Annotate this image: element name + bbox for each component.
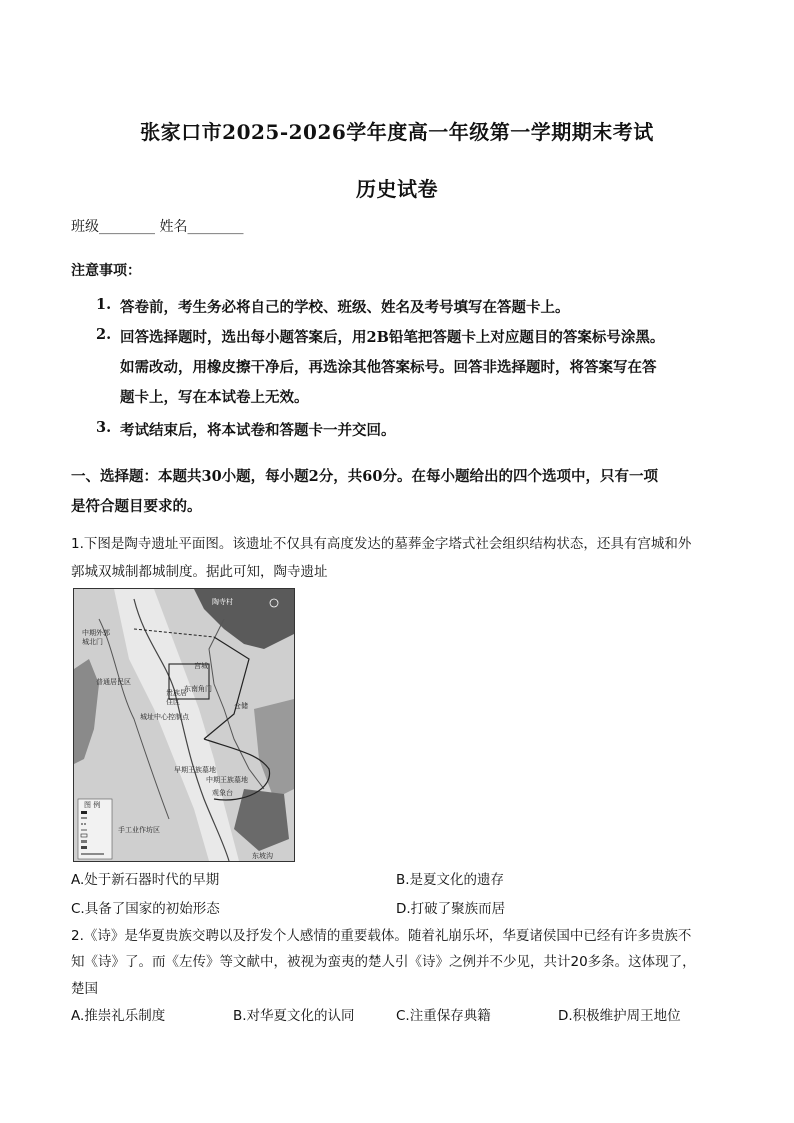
- exam-subtitle: 历史试卷: [356, 177, 438, 201]
- notice-item-3-num: 3.: [96, 419, 112, 436]
- section-heading-line1: 一、选择题：本题共30小题，每小题2分，共60分。在每小题给出的四个选项中，只有一项: [71, 468, 658, 485]
- label-north-gate: 中期外郭城北门: [82, 629, 110, 646]
- exam-title: 张家口市2025-2026学年度高一年级第一学期期末考试: [140, 120, 654, 144]
- q2-option-d: D.积极维护周王地位: [558, 1008, 681, 1024]
- label-mid-tomb: 中期王族墓地: [206, 776, 248, 784]
- q2-option-c: C.注重保存典籍: [396, 1008, 491, 1024]
- q1-option-b: B.是夏文化的遗存: [396, 872, 505, 888]
- label-commoner: 普通居民区: [96, 678, 131, 686]
- label-early-tomb: 早期王族墓地: [174, 766, 216, 774]
- notice-item-2-line3: 题卡上，写在本试卷上无效。: [120, 389, 309, 406]
- q1-option-c: C.具备了国家的初始形态: [71, 901, 220, 917]
- q2-option-a: A.推崇礼乐制度: [71, 1008, 166, 1024]
- q1-stem-line1: 1.下图是陶寺遗址平面图。该遗址不仅具有高度发达的墓葬金字塔式社会组织结构状态，还具有宫城和外: [71, 536, 692, 552]
- q1-stem-line2: 郭城双城制都城制度。据此可知，陶寺遗址: [71, 564, 328, 580]
- notice-heading: 注意事项：: [71, 263, 141, 279]
- label-palace: 宫城: [194, 662, 208, 670]
- label-control: 城址中心控制点: [140, 713, 189, 721]
- taosi-site-map: [73, 588, 295, 862]
- label-east-gate: 东坡沟: [252, 852, 273, 860]
- notice-item-2-num: 2.: [96, 326, 112, 343]
- q2-stem-line2: 知《诗》了。而《左传》等文献中，被视为蛮夷的楚人引《诗》之例并不少见，共计20多条。这体现了，: [71, 954, 696, 970]
- label-storage: 仓储: [234, 702, 248, 710]
- notice-item-2-line1: 回答选择题时，选出每小题答案后，用2B铅笔把答题卡上对应题目的答案标号涂黑。: [120, 329, 665, 346]
- label-taosi-village: 陶寺村: [212, 598, 233, 606]
- class-name-fields: 班级________ 姓名________: [71, 219, 244, 235]
- label-legend: 图 例: [84, 801, 101, 809]
- section-heading-line2: 是符合题目要求的。: [71, 498, 202, 515]
- q2-option-b: B.对华夏文化的认同: [233, 1008, 355, 1024]
- label-workshop: 手工业作坊区: [118, 826, 160, 834]
- label-southeast-gate: 东南角门: [184, 685, 212, 693]
- q2-stem-line3: 楚国: [71, 981, 98, 997]
- q2-stem-line1: 2.《诗》是华夏贵族交聘以及抒发个人感情的重要载体。随着礼崩乐坏，华夏诸侯国中已经有许多贵族不: [71, 928, 692, 944]
- notice-item-2-line2: 如需改动，用橡皮擦干净后，再选涂其他答案标号。回答非选择题时，将答案写在答: [120, 359, 657, 376]
- label-observatory: 观象台: [212, 789, 233, 797]
- label-elite: 贵族居住区: [166, 689, 187, 706]
- q1-option-d: D.打破了聚族而居: [396, 901, 506, 917]
- notice-item-1-num: 1.: [96, 296, 112, 313]
- notice-item-3: 考试结束后，将本试卷和答题卡一并交回。: [120, 422, 396, 439]
- notice-item-1: 答卷前，考生务必将自己的学校、班级、姓名及考号填写在答题卡上。: [120, 299, 570, 316]
- q1-option-a: A.处于新石器时代的早期: [71, 872, 220, 888]
